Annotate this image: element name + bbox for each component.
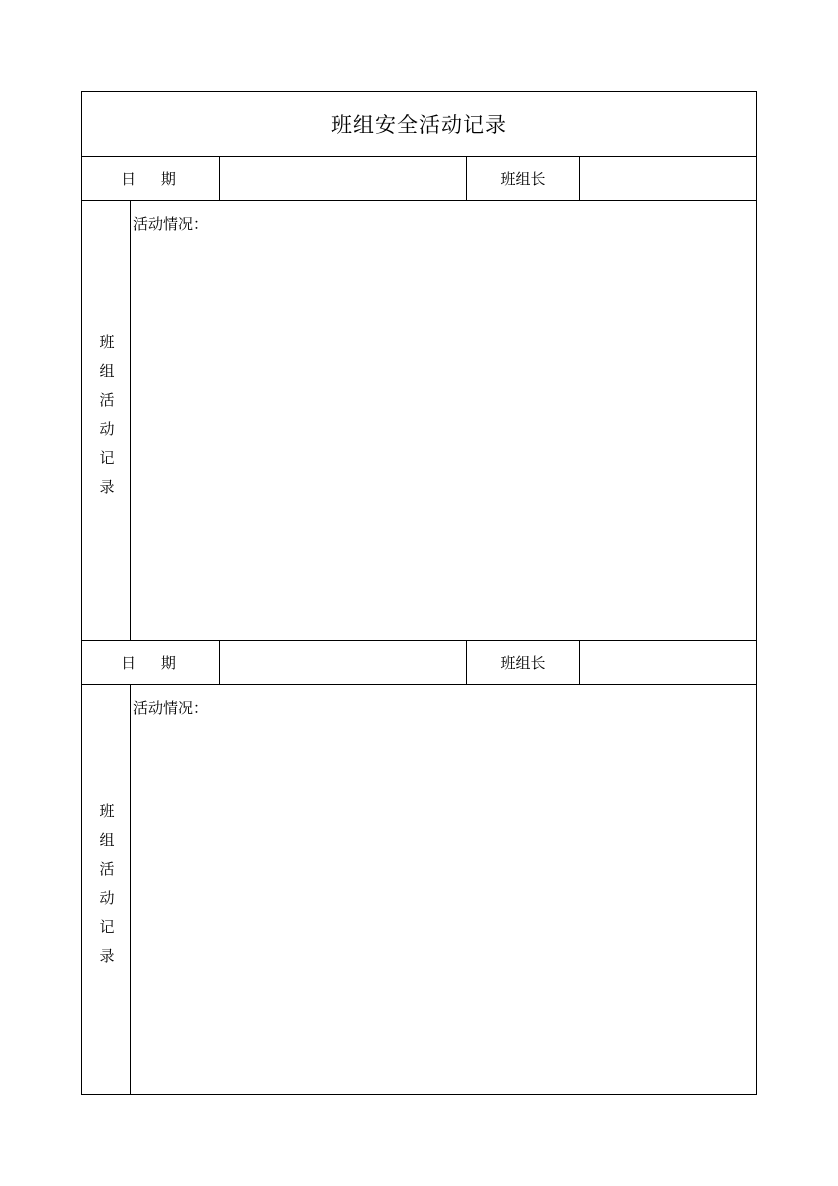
date-label-2 — [82, 641, 220, 685]
date-value-field-2[interactable] — [220, 641, 467, 685]
team-leader-label-2: 班组长 — [467, 641, 580, 685]
date-label-text-1: 日 期 — [121, 170, 186, 188]
activity-content-label-2: 活动情况： — [133, 699, 209, 717]
activity-content-area-2[interactable] — [131, 685, 756, 1094]
team-leader-value-field-1[interactable] — [580, 157, 756, 201]
team-leader-value-field-2[interactable] — [580, 641, 756, 685]
team-leader-label-1: 班组长 — [467, 157, 580, 201]
side-label-2: 班组活动记录 — [97, 802, 116, 977]
activity-content-label-1: 活动情况： — [133, 215, 209, 233]
side-label-cell-1 — [82, 201, 131, 641]
safety-activity-record-form — [81, 91, 757, 1095]
date-label-1 — [82, 157, 220, 201]
form-title: 班组安全活动记录 — [82, 92, 756, 157]
date-label-text-2: 日 期 — [121, 654, 186, 672]
activity-content-area-1[interactable] — [131, 201, 756, 641]
side-label-1: 班组活动记录 — [97, 333, 116, 508]
date-value-field-1[interactable] — [220, 157, 467, 201]
side-label-cell-2 — [82, 685, 131, 1094]
